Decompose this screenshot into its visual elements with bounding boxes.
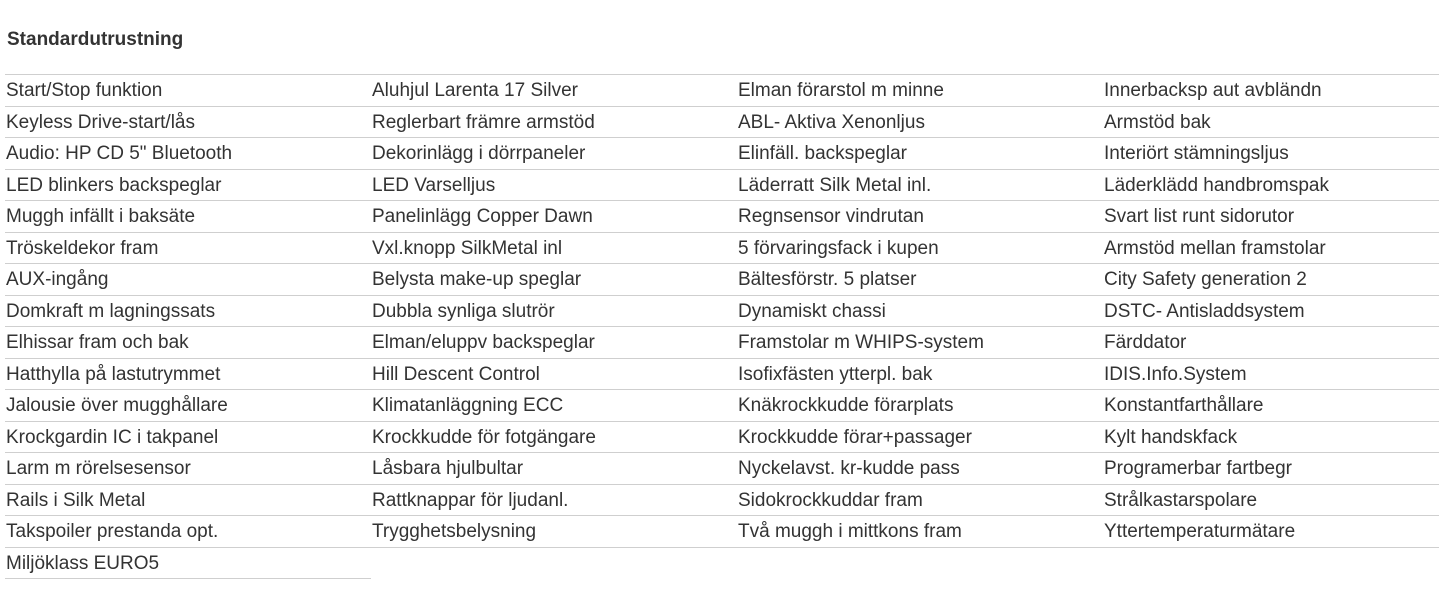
equipment-item: Belysta make-up speglar [371, 264, 737, 296]
equipment-item: IDIS.Info.System [1103, 359, 1439, 391]
equipment-item: Läderratt Silk Metal inl. [737, 170, 1103, 202]
equipment-item: Takspoiler prestanda opt. [5, 516, 371, 548]
equipment-item: Yttertemperaturmätare [1103, 516, 1439, 548]
equipment-item: Miljöklass EURO5 [5, 548, 371, 580]
equipment-item: Vxl.knopp SilkMetal inl [371, 233, 737, 265]
equipment-item: Rattknappar för ljudanl. [371, 485, 737, 517]
equipment-item: Start/Stop funktion [5, 75, 371, 107]
equipment-item: Dubbla synliga slutrör [371, 296, 737, 328]
equipment-item: Läderklädd handbromspak [1103, 170, 1439, 202]
equipment-item: Konstantfarthållare [1103, 390, 1439, 422]
equipment-item: Kylt handskfack [1103, 422, 1439, 454]
equipment-item: Rails i Silk Metal [5, 485, 371, 517]
equipment-item: Isofixfästen ytterpl. bak [737, 359, 1103, 391]
equipment-item: Färddator [1103, 327, 1439, 359]
equipment-item: Armstöd mellan framstolar [1103, 233, 1439, 265]
equipment-item: Interiört stämningsljus [1103, 138, 1439, 170]
equipment-item: Domkraft m lagningssats [5, 296, 371, 328]
section-title: Standardutrustning [7, 29, 184, 50]
equipment-item: Hatthylla på lastutrymmet [5, 359, 371, 391]
equipment-item: Sidokrockkuddar fram [737, 485, 1103, 517]
equipment-item: Knäkrockkudde förarplats [737, 390, 1103, 422]
equipment-item: Hill Descent Control [371, 359, 737, 391]
equipment-item: Svart list runt sidorutor [1103, 201, 1439, 233]
equipment-item: Bältesförstr. 5 platser [737, 264, 1103, 296]
equipment-item: Reglerbart främre armstöd [371, 107, 737, 139]
equipment-item: LED Varselljus [371, 170, 737, 202]
equipment-item: Framstolar m WHIPS-system [737, 327, 1103, 359]
equipment-item: Armstöd bak [1103, 107, 1439, 139]
equipment-item: Elman förarstol m minne [737, 75, 1103, 107]
equipment-list [5, 74, 1439, 579]
equipment-item: Aluhjul Larenta 17 Silver [371, 75, 737, 107]
equipment-item: Två muggh i mittkons fram [737, 516, 1103, 548]
equipment-item: Larm m rörelsesensor [5, 453, 371, 485]
equipment-item: Programerbar fartbegr [1103, 453, 1439, 485]
equipment-item: DSTC- Antisladdsystem [1103, 296, 1439, 328]
equipment-item: Krockkudde förar+passager [737, 422, 1103, 454]
equipment-item: Krockkudde för fotgängare [371, 422, 737, 454]
equipment-item: AUX-ingång [5, 264, 371, 296]
equipment-item: Audio: HP CD 5" Bluetooth [5, 138, 371, 170]
equipment-item: Panelinlägg Copper Dawn [371, 201, 737, 233]
equipment-item: LED blinkers backspeglar [5, 170, 371, 202]
equipment-item: Klimatanläggning ECC [371, 390, 737, 422]
equipment-item: Strålkastarspolare [1103, 485, 1439, 517]
equipment-item: Tröskeldekor fram [5, 233, 371, 265]
equipment-item: Regnsensor vindrutan [737, 201, 1103, 233]
equipment-item: Dekorinlägg i dörrpaneler [371, 138, 737, 170]
equipment-item: Elinfäll. backspeglar [737, 138, 1103, 170]
equipment-item: City Safety generation 2 [1103, 264, 1439, 296]
equipment-item: Innerbacksp aut avbländn [1103, 75, 1439, 107]
equipment-item: Elhissar fram och bak [5, 327, 371, 359]
equipment-item: Keyless Drive-start/lås [5, 107, 371, 139]
equipment-item: Krockgardin IC i takpanel [5, 422, 371, 454]
equipment-item: Nyckelavst. kr-kudde pass [737, 453, 1103, 485]
equipment-item: Elman/eluppv backspeglar [371, 327, 737, 359]
equipment-item: Jalousie över mugghållare [5, 390, 371, 422]
equipment-item: Dynamiskt chassi [737, 296, 1103, 328]
equipment-item: 5 förvaringsfack i kupen [737, 233, 1103, 265]
equipment-item: Trygghetsbelysning [371, 516, 737, 548]
equipment-item: Låsbara hjulbultar [371, 453, 737, 485]
equipment-item: Muggh infällt i baksäte [5, 201, 371, 233]
equipment-item: ABL- Aktiva Xenonljus [737, 107, 1103, 139]
